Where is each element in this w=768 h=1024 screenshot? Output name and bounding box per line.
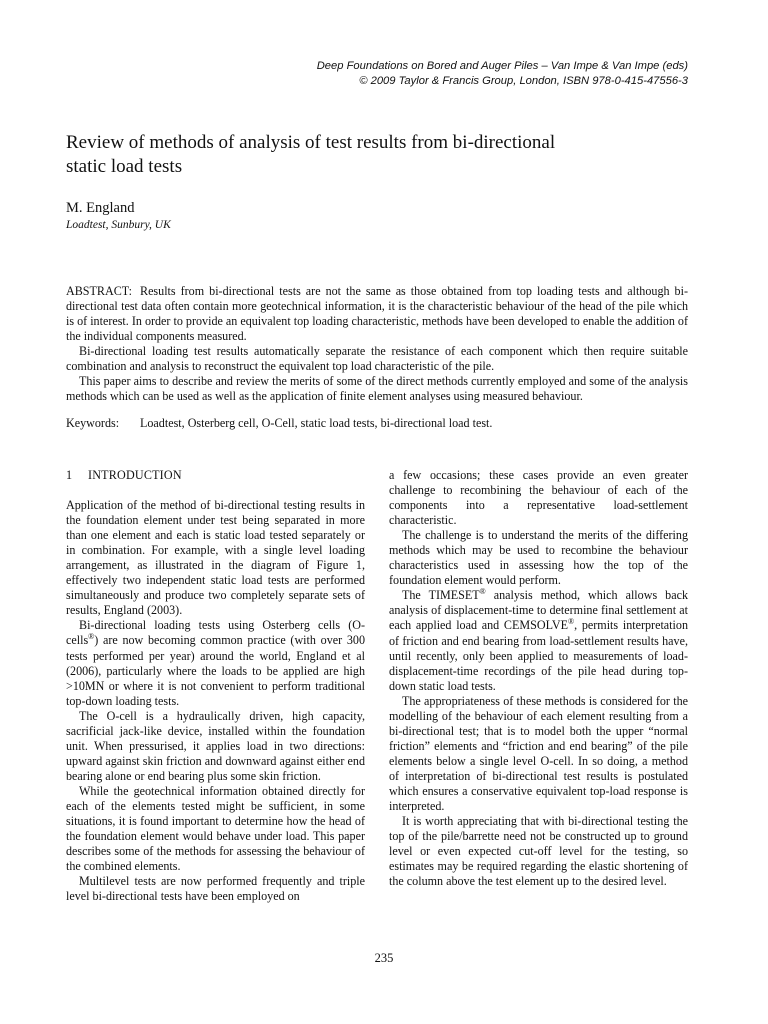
intro-paragraph-4: While the geotechnical information obtained directly for each of the elements tested might be sufficient, in some situations, it is found important to determine how the head of the foundation element would behave under load. This paper describes some of the methods for assessing the behaviour of the combined elements.: [66, 783, 365, 874]
intro-paragraph-2: [66, 618, 365, 708]
abstract-paragraph-3: This paper aims to describe and review the merits of some of the direct methods currently employed and some of the analysis methods which can be used as well as the application of finite element analyses using measured behaviour.: [66, 374, 688, 403]
left-column: [66, 468, 365, 904]
intro-paragraph-10: It is worth appreciating that with bi-directional testing the top of the pile/barrette need not be constructed up to ground level or even expected cut-off level for the testing, so estimates may be required regarding the elastic shortening of the column above the test element up to the desired level.: [389, 814, 688, 889]
intro-paragraph-7: The challenge is to understand the merits of the differing methods which may be used to recombine the behaviour characteristics used in assessing how the top of the foundation element would perform.: [389, 528, 688, 588]
section-title: INTRODUCTION: [88, 468, 182, 482]
intro-paragraph-9: The appropriateness of these methods is considered for the modelling of the behaviour of each element resulting from a bi-directional test; that is to model both the upper “normal friction” elements and “friction and end bearing” of the pile elements below a single level O-cell. In so doing, a method of interpretation of bi-directional test results is postulated which ensures a conservative equivalent top-load response is interpreted.: [389, 693, 688, 814]
registered-mark: ®: [88, 632, 95, 642]
paper-title: [66, 131, 686, 179]
intro-paragraph-1: Application of the method of bi-directional testing results in the foundation element under test being separated in more than one element and each is static load tested separately or in combination. For example, with a single level loading arrangement, as illustrated in the diagram of Figure 1, effectively two independent static load tests are performed simultaneously and produce two completely separate sets of results, England (2003).: [66, 498, 365, 618]
paper-title-line-2: static load tests: [66, 156, 183, 177]
registered-mark: ®: [568, 617, 575, 627]
registered-mark: ®: [479, 587, 486, 597]
intro-paragraph-5: Multilevel tests are now performed frequently and triple level bi-directional tests have been employed on: [66, 874, 365, 904]
intro-paragraph-2-text-b: ) are now becoming common practice (with over 300 tests performed per year) around the world, England et al (2006), particularly where the loads to be applied are high >10MN or where it is not convenient to perform traditional top-down loading tests.: [66, 633, 365, 708]
intro-paragraph-8-text-b: analysis method, which allows back analysis of displacement-time to determine final settlement at each applied load and CEMSOLVE: [389, 588, 688, 633]
author-affiliation: Loadtest, Sunbury, UK: [66, 219, 171, 231]
right-column: [389, 468, 688, 889]
header-book-title: Deep Foundations on Bored and Auger Piles – Van Impe & Van Impe (eds): [316, 60, 688, 72]
header-copyright: © 2009 Taylor & Francis Group, London, ISBN 978-0-415-47556-3: [359, 75, 688, 87]
abstract-paragraph-2: Bi-directional loading test results automatically separate the resistance of each component which then require suitable combination and analysis to reconstruct the equivalent top load characteristic of the pile.: [66, 344, 688, 373]
keywords-text: Loadtest, Osterberg cell, O-Cell, static load tests, bi-directional load test.: [140, 416, 493, 430]
keywords: [66, 416, 688, 431]
intro-paragraph-3: The O-cell is a hydraulically driven, high capacity, sacrificial jack-like device, installed within the foundation unit. When pressurised, it applies load in two directions: upward against skin friction and downward against either end bearing alone or end bearing plus some skin friction.: [66, 708, 365, 783]
page-number: 235: [374, 951, 394, 965]
abstract-paragraph-1: [66, 284, 688, 344]
section-heading: [66, 468, 365, 483]
abstract: [66, 284, 688, 431]
intro-paragraph-8: [389, 588, 688, 693]
intro-paragraph-6: a few occasions; these cases provide an even greater challenge to recombining the behaviour of each of the components into a representative load-settlement characteristic.: [389, 468, 688, 528]
author-name: M. England: [66, 200, 135, 216]
paper-title-line-1: Review of methods of analysis of test results from bi-directional: [66, 132, 556, 153]
intro-paragraph-8-text-a: The TIMESET: [402, 588, 480, 603]
abstract-text-1: Results from bi-directional tests are not the same as those obtained from top loading tests and although bi-directional test data often contain more geotechnical information, it is the characteristic behaviour of the head of the pile which is of interest. In order to provide an equivalent top loading characteristic, methods have been developed to enable the addition of the individual components measured.: [66, 284, 688, 343]
intro-paragraph-8-text-c: , permits interpretation of friction and end bearing from load-settlement results have, until recently, only been applied to measurements of load-displacement-time recordings of the pile head during top-down static load tests.: [389, 618, 688, 693]
keywords-label: Keywords:: [66, 416, 120, 430]
section-number: 1: [66, 468, 73, 482]
running-header: [188, 59, 688, 89]
intro-paragraph-2-text-a: Bi-directional loading tests using Osterberg cells (O-cells: [66, 618, 365, 648]
abstract-label: ABSTRACT:: [66, 284, 132, 298]
